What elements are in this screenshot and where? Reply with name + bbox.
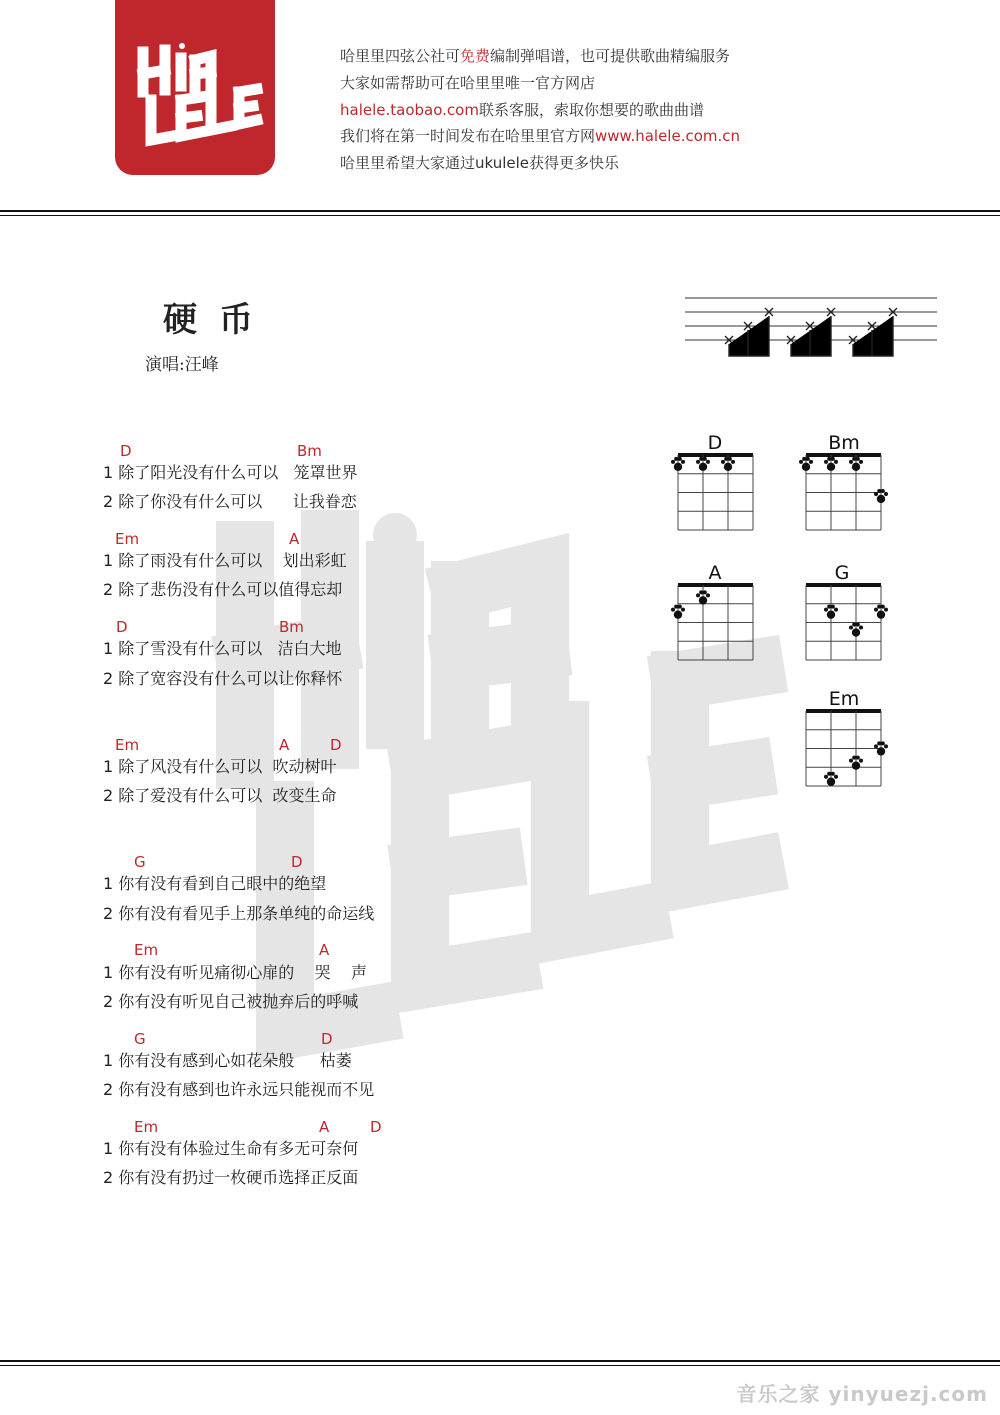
chord-label: Em [134, 1118, 159, 1136]
lyric-line: 2 除了宽容没有什么可以让你释怀 [103, 669, 343, 688]
finger-dot-icon [849, 457, 863, 471]
finger-dot-icon [671, 457, 685, 471]
info-line-4: 我们将在第一时间发布在哈里里官方网www.halele.com.cn [340, 127, 741, 145]
lyric-line: 2 你有没有扔过一枚硬币选择正反面 [103, 1168, 359, 1187]
chord-label: Bm [279, 618, 304, 636]
lyric-line: 1 你有没有听见痛彻心扉的 哭 声 [103, 963, 367, 982]
info-line-2: 大家如需帮助可在哈里里唯一官方网店 [340, 74, 596, 92]
chord-label: D [120, 442, 132, 460]
lyric-line: 1 你有没有体验过生命有多无可奈何 [103, 1139, 359, 1158]
chord-label: A [289, 530, 300, 548]
finger-dot-icon [696, 590, 710, 604]
chord-diagram-name: G [834, 562, 850, 584]
finger-dot-icon [874, 489, 888, 503]
finger-dot-icon [824, 605, 838, 619]
finger-dot-icon [671, 605, 685, 619]
lyric-line: 2 你有没有感到也许永远只能视而不见 [103, 1080, 375, 1099]
finger-dot-icon [799, 457, 813, 471]
lyric-line: 1 除了雪没有什么可以 洁白大地 [103, 639, 342, 658]
chord-diagram-name: A [708, 562, 722, 584]
song-title: 硬币 [163, 300, 275, 340]
lyric-line: 2 你有没有听见自己被抛弃后的呼喊 [103, 992, 359, 1011]
lyric-line: 2 除了你没有什么可以 让我眷恋 [103, 492, 357, 511]
finger-dot-icon [721, 457, 735, 471]
chord-label: Bm [297, 442, 322, 460]
chord-label: Em [115, 530, 140, 548]
lyric-line: 1 你有没有看到自己眼中的绝望 [103, 874, 327, 893]
chord-label: D [116, 618, 128, 636]
lyric-line: 2 除了悲伤没有什么可以值得忘却 [103, 580, 343, 599]
chord-label: G [134, 853, 146, 871]
chord-label: G [134, 1030, 146, 1048]
lyric-line: 2 除了爱没有什么可以 改变生命 [103, 786, 337, 805]
song-artist: 演唱:汪峰 [145, 355, 219, 375]
finger-dot-icon [824, 772, 838, 786]
chord-label: Em [115, 736, 140, 754]
chord-diagram-d [668, 452, 760, 532]
footer-rule-thick [0, 1360, 1000, 1362]
footer-rule-thin [0, 1365, 1000, 1366]
strum-marks [725, 308, 897, 356]
chord-label: A [279, 736, 290, 754]
chord-diagram-em [796, 708, 896, 788]
chord-diagram-name: Em [828, 688, 860, 710]
chord-diagram-name: Bm [828, 432, 860, 454]
lyric-line: 2 你有没有看见手上那条单纯的命运线 [103, 904, 375, 923]
lyric-line: 1 除了雨没有什么可以 划出彩虹 [103, 551, 347, 570]
info-line-3: halele.taobao.com联系客服，索取你想要的歌曲曲谱 [340, 101, 704, 119]
chord-diagram-g [796, 582, 896, 662]
website-link[interactable]: www.halele.com.cn [595, 127, 741, 145]
finger-dot-icon [849, 623, 863, 637]
chord-label: Em [134, 941, 159, 959]
lyric-line: 1 除了风没有什么可以 吹动树叶 [103, 757, 337, 776]
info-line-1: 哈里里四弦公社可免费编制弹唱谱，也可提供歌曲精编服务 [340, 47, 731, 65]
chord-label: A [319, 1118, 330, 1136]
site-watermark: 音乐之家 yinyuezj.com [736, 1382, 988, 1406]
chord-diagram-a [668, 582, 760, 662]
info-line-5: 哈里里希望大家通过ukulele获得更多快乐 [340, 154, 620, 172]
header-rule-thin [0, 215, 1000, 216]
chord-diagram-name: D [707, 432, 723, 454]
chord-label: D [321, 1030, 333, 1048]
chord-label: A [319, 941, 330, 959]
halele-logo [115, 0, 275, 175]
strum-pattern [685, 292, 940, 362]
finger-dot-icon [696, 457, 710, 471]
chord-label: D [370, 1118, 382, 1136]
finger-dot-icon [874, 605, 888, 619]
chord-label: D [291, 853, 303, 871]
halele-logo-icon [115, 0, 275, 175]
lyric-line: 1 除了阳光没有什么可以 笼罩世界 [103, 463, 358, 482]
chord-diagram-bm [796, 452, 896, 532]
finger-dot-icon [824, 457, 838, 471]
header-rule-thick [0, 210, 1000, 212]
lyric-line: 1 你有没有感到心如花朵般 枯萎 [103, 1051, 352, 1070]
chord-label: D [330, 736, 342, 754]
taobao-link[interactable]: halele.taobao.com [340, 101, 479, 119]
